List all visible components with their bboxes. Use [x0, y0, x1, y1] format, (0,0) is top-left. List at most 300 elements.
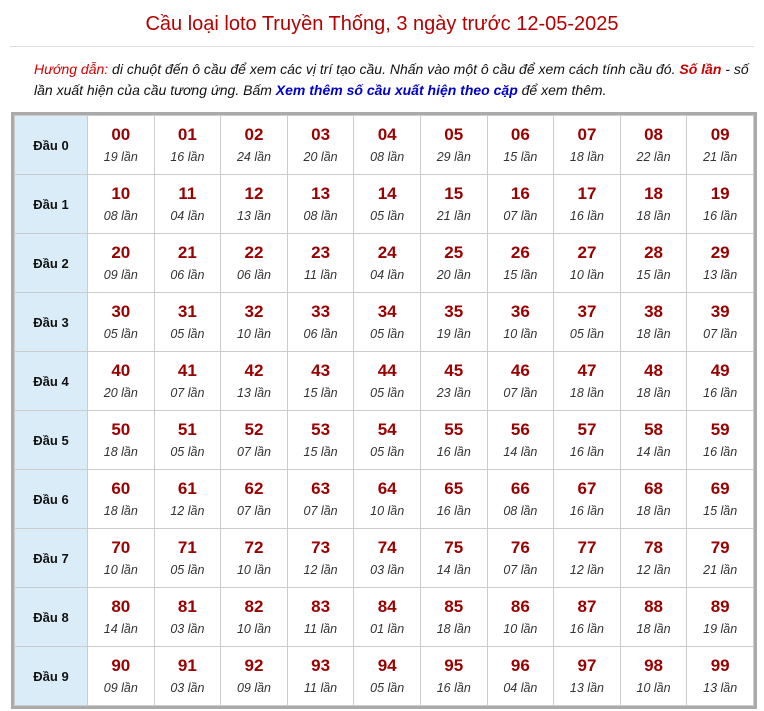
cau-count: 04 lần: [370, 267, 405, 282]
cau-cell[interactable]: [154, 588, 221, 647]
cau-count: 09 lần: [103, 267, 138, 282]
cau-number: 53: [311, 419, 331, 439]
cau-number: 88: [644, 596, 663, 616]
cau-count: 05 lần: [170, 326, 205, 341]
cau-cell[interactable]: [221, 293, 288, 352]
cau-count: 21 lần: [436, 208, 471, 223]
cau-number: 14: [377, 183, 397, 203]
cau-count: 07 lần: [170, 385, 205, 400]
cau-number: 03: [311, 124, 331, 144]
cau-cell[interactable]: [687, 293, 754, 352]
cau-number: 62: [244, 478, 264, 498]
cau-number: 66: [510, 478, 530, 498]
cau-count: 13 lần: [569, 680, 604, 695]
cau-number: 23: [311, 242, 331, 262]
cau-count: 11 lần: [304, 680, 338, 695]
cau-cell[interactable]: [554, 647, 621, 706]
cau-cell[interactable]: [687, 411, 754, 470]
cau-cell[interactable]: [554, 234, 621, 293]
table-row: [15, 234, 754, 293]
cau-cell[interactable]: [221, 529, 288, 588]
cau-cell[interactable]: [487, 293, 554, 352]
guide-text-3: để xem thêm.: [517, 82, 607, 98]
cau-number: 44: [377, 360, 397, 380]
cau-cell[interactable]: [154, 234, 221, 293]
cau-count: 09 lần: [103, 680, 138, 695]
cau-cell[interactable]: [154, 470, 221, 529]
cau-number: 05: [444, 124, 464, 144]
cau-cell[interactable]: [221, 234, 288, 293]
cau-count: 10 lần: [370, 503, 405, 518]
cau-number: 38: [644, 301, 663, 321]
cau-count: 07 lần: [503, 208, 538, 223]
cau-number: 52: [244, 419, 264, 439]
cau-cell[interactable]: [354, 293, 421, 352]
cau-cell[interactable]: [487, 116, 554, 175]
cau-count: 10 lần: [503, 326, 538, 341]
cau-number: 90: [111, 655, 131, 675]
cau-count: 04 lần: [503, 680, 538, 695]
cau-cell[interactable]: [354, 647, 421, 706]
cau-cell[interactable]: [420, 588, 487, 647]
cau-cell[interactable]: [420, 293, 487, 352]
cau-cell[interactable]: [420, 411, 487, 470]
cau-cell[interactable]: [687, 647, 754, 706]
cau-cell[interactable]: [287, 116, 354, 175]
cau-number: 26: [510, 242, 530, 262]
cau-number: 12: [244, 183, 264, 203]
cau-cell[interactable]: [687, 529, 754, 588]
table-row: [15, 175, 754, 234]
cau-cell[interactable]: [287, 352, 354, 411]
cau-number: 29: [710, 242, 730, 262]
cau-count: 15 lần: [303, 385, 338, 400]
cau-number: 27: [577, 242, 597, 262]
cau-cell[interactable]: [354, 175, 421, 234]
cau-cell[interactable]: [620, 175, 687, 234]
cau-cell[interactable]: [287, 470, 354, 529]
cau-cell[interactable]: [687, 588, 754, 647]
cau-number: 21: [177, 242, 197, 262]
cau-number: 64: [377, 478, 397, 498]
cau-count: 18 lần: [103, 503, 138, 518]
cau-cell[interactable]: [687, 116, 754, 175]
cau-count: 20 lần: [303, 149, 338, 164]
cau-number: 33: [311, 301, 331, 321]
cau-cell[interactable]: [420, 234, 487, 293]
cau-cell[interactable]: [554, 352, 621, 411]
cau-number: 56: [510, 419, 530, 439]
more-pairs-link[interactable]: Xem thêm số cầu xuất hiện theo cặp: [275, 82, 518, 98]
cau-count: 15 lần: [636, 267, 671, 282]
cau-count: 07 lần: [303, 503, 338, 518]
cau-cell[interactable]: [154, 293, 221, 352]
cau-count: 06 lần: [236, 267, 272, 282]
cau-number: 84: [377, 596, 397, 616]
cau-cell[interactable]: [687, 352, 754, 411]
cau-cell[interactable]: [221, 470, 288, 529]
cau-cell[interactable]: [687, 234, 754, 293]
cau-count: 29 lần: [436, 149, 471, 164]
cau-count: 18 lần: [636, 503, 671, 518]
cau-count: 16 lần: [703, 385, 738, 400]
cau-cell[interactable]: [354, 529, 421, 588]
cau-number: 51: [177, 419, 197, 439]
cau-count: 10 lần: [636, 680, 671, 695]
table-row: [15, 588, 754, 647]
cau-cell[interactable]: [487, 411, 554, 470]
cau-cell[interactable]: [354, 588, 421, 647]
cau-count: 14 lần: [103, 621, 138, 636]
cau-number: 58: [644, 419, 663, 439]
cau-count: 18 lần: [636, 326, 671, 341]
row-head: Đầu 6: [15, 470, 88, 529]
cau-number: 11: [178, 183, 197, 203]
row-head: Đầu 0: [15, 116, 88, 175]
cau-count: 05 lần: [370, 208, 405, 223]
cau-count: 08 lần: [303, 208, 338, 223]
cau-count: 10 lần: [236, 562, 272, 577]
cau-count: 05 lần: [103, 326, 138, 341]
cau-count: 05 lần: [370, 444, 405, 459]
cau-number: 77: [577, 537, 597, 557]
cau-count: 10 lần: [103, 562, 138, 577]
cau-number: 69: [710, 478, 730, 498]
cau-number: 48: [644, 360, 663, 380]
cau-cell[interactable]: [420, 529, 487, 588]
cau-cell[interactable]: [221, 175, 288, 234]
cau-cell[interactable]: [354, 116, 421, 175]
row-head: Đầu 9: [15, 647, 88, 706]
cau-cell[interactable]: [620, 470, 687, 529]
cau-number: 89: [710, 596, 730, 616]
cau-cell[interactable]: [620, 588, 687, 647]
cau-cell[interactable]: [287, 234, 354, 293]
cau-number: 73: [311, 537, 331, 557]
cau-cell[interactable]: [221, 411, 288, 470]
cau-cell[interactable]: [287, 293, 354, 352]
cau-cell[interactable]: [154, 411, 221, 470]
table-row: [15, 647, 754, 706]
guide-lead: Hướng dẫn:: [34, 61, 109, 77]
cau-number: 17: [577, 183, 597, 203]
cau-number: 72: [244, 537, 264, 557]
cau-number: 71: [177, 537, 197, 557]
cau-number: 08: [644, 124, 663, 144]
cau-cell[interactable]: [287, 588, 354, 647]
cau-number: 20: [111, 242, 131, 262]
cau-number: 36: [510, 301, 530, 321]
cau-cell[interactable]: [88, 175, 155, 234]
cau-number: 76: [510, 537, 530, 557]
cau-cell[interactable]: [88, 470, 155, 529]
cau-count: 18 lần: [636, 621, 671, 636]
cau-count: 05 lần: [170, 444, 205, 459]
cau-number: 81: [177, 596, 197, 616]
table-row: [15, 529, 754, 588]
cau-cell[interactable]: [221, 647, 288, 706]
cau-cell[interactable]: [554, 293, 621, 352]
cau-count: 19 lần: [103, 149, 138, 164]
cau-count: 23 lần: [436, 385, 471, 400]
cau-number: 01: [177, 124, 197, 144]
cau-count: 03 lần: [170, 680, 205, 695]
cau-count: 05 lần: [370, 326, 405, 341]
cau-number: 61: [177, 478, 197, 498]
cau-count: 07 lần: [503, 385, 538, 400]
cau-count: 15 lần: [503, 149, 538, 164]
cau-number: 40: [111, 360, 131, 380]
cau-count: 16 lần: [703, 208, 738, 223]
cau-count: 12 lần: [303, 562, 338, 577]
cau-count: 16 lần: [569, 208, 604, 223]
cau-cell[interactable]: [287, 175, 354, 234]
cau-count: 19 lần: [703, 621, 738, 636]
cau-number: 99: [710, 655, 730, 675]
cau-count: 18 lần: [636, 385, 671, 400]
cau-cell[interactable]: [88, 529, 155, 588]
cau-cell[interactable]: [287, 647, 354, 706]
cau-cell[interactable]: [287, 529, 354, 588]
cau-number: 79: [710, 537, 730, 557]
cau-count: 15 lần: [503, 267, 538, 282]
cau-count: 14 lần: [436, 562, 471, 577]
cau-count: 18 lần: [436, 621, 471, 636]
cau-number: 09: [710, 124, 730, 144]
cau-count: 16 lần: [569, 503, 604, 518]
cau-number: 02: [244, 124, 264, 144]
cau-number: 31: [177, 301, 197, 321]
cau-number: 54: [377, 419, 397, 439]
cau-cell[interactable]: [420, 116, 487, 175]
cau-count: 12 lần: [569, 562, 604, 577]
cau-count: 20 lần: [436, 267, 471, 282]
cau-count: 20 lần: [103, 385, 138, 400]
cau-count: 22 lần: [636, 149, 671, 164]
cau-number: 94: [377, 655, 397, 675]
cau-cell[interactable]: [620, 234, 687, 293]
cau-count: 07 lần: [236, 444, 272, 459]
cau-count: 16 lần: [170, 149, 205, 164]
cau-number: 39: [710, 301, 730, 321]
cau-cell[interactable]: [221, 116, 288, 175]
cau-number: 07: [577, 124, 597, 144]
cau-number: 32: [244, 301, 264, 321]
cau-cell[interactable]: [487, 647, 554, 706]
cau-number: 42: [244, 360, 264, 380]
cau-cell[interactable]: [487, 588, 554, 647]
cau-count: 16 lần: [569, 621, 604, 636]
cau-number: 63: [311, 478, 331, 498]
cau-number: 59: [710, 419, 730, 439]
cau-number: 96: [510, 655, 530, 675]
cau-count: 08 lần: [503, 503, 538, 518]
cau-number: 97: [577, 655, 597, 675]
cau-count: 18 lần: [103, 444, 138, 459]
cau-cell[interactable]: [554, 116, 621, 175]
cau-number: 93: [311, 655, 331, 675]
row-head: Đầu 5: [15, 411, 88, 470]
cau-cell[interactable]: [554, 411, 621, 470]
cau-number: 75: [444, 537, 464, 557]
cau-cell[interactable]: [221, 588, 288, 647]
cau-count: 08 lần: [370, 149, 405, 164]
cau-cell[interactable]: [487, 470, 554, 529]
cau-number: 55: [444, 419, 464, 439]
cau-cell[interactable]: [554, 175, 621, 234]
cau-count: 13 lần: [703, 680, 738, 695]
cau-number: 24: [377, 242, 397, 262]
row-head: Đầu 4: [15, 352, 88, 411]
cau-number: 34: [377, 301, 397, 321]
cau-count: 13 lần: [236, 385, 272, 400]
cau-number: 82: [244, 596, 264, 616]
cau-count: 18 lần: [636, 208, 671, 223]
cau-count: 06 lần: [303, 326, 338, 341]
cau-number: 46: [510, 360, 530, 380]
cau-number: 49: [710, 360, 730, 380]
cau-number: 91: [177, 655, 197, 675]
cau-count: 14 lần: [636, 444, 671, 459]
cau-count: 24 lần: [236, 149, 272, 164]
cau-cell[interactable]: [487, 352, 554, 411]
cau-number: 65: [444, 478, 464, 498]
cau-cell[interactable]: [487, 234, 554, 293]
cau-count: 09 lần: [236, 680, 272, 695]
cau-number: 16: [510, 183, 530, 203]
cau-count: 21 lần: [703, 149, 738, 164]
cau-cell[interactable]: [354, 411, 421, 470]
cau-number: 13: [311, 183, 331, 203]
cau-cell[interactable]: [88, 116, 155, 175]
cau-cell[interactable]: [487, 175, 554, 234]
cau-count: 13 lần: [703, 267, 738, 282]
cau-cell[interactable]: [620, 411, 687, 470]
cau-cell[interactable]: [554, 470, 621, 529]
cau-count: 08 lần: [103, 208, 138, 223]
cau-number: 37: [577, 301, 597, 321]
cau-count: 05 lần: [569, 326, 604, 341]
cau-cell[interactable]: [287, 411, 354, 470]
cau-cell[interactable]: [554, 588, 621, 647]
cau-cell[interactable]: [88, 411, 155, 470]
table-row: [15, 293, 754, 352]
cau-count: 07 lần: [503, 562, 538, 577]
page-title: Cầu loại loto Truyền Thống, 3 ngày trước 12-05-2025: [145, 13, 619, 35]
cau-count: 03 lần: [170, 621, 205, 636]
cau-number: 70: [111, 537, 131, 557]
cau-cell[interactable]: [420, 470, 487, 529]
cau-number: 85: [444, 596, 464, 616]
cau-cell[interactable]: [687, 175, 754, 234]
cau-cell[interactable]: [88, 352, 155, 411]
cau-count: 10 lần: [236, 621, 272, 636]
cau-cell[interactable]: [420, 352, 487, 411]
cau-cell[interactable]: [620, 293, 687, 352]
cau-cell[interactable]: [487, 529, 554, 588]
cau-cell[interactable]: [354, 352, 421, 411]
cau-count: 14 lần: [503, 444, 538, 459]
row-head: Đầu 1: [15, 175, 88, 234]
cau-count: 12 lần: [170, 503, 205, 518]
cau-number: 15: [444, 183, 464, 203]
cau-count: 10 lần: [236, 326, 272, 341]
cau-number: 43: [311, 360, 331, 380]
cau-number: 87: [577, 596, 597, 616]
cau-cell[interactable]: [354, 234, 421, 293]
cau-count: 21 lần: [703, 562, 738, 577]
cau-cell[interactable]: [221, 352, 288, 411]
cau-cell[interactable]: [154, 116, 221, 175]
cau-cell[interactable]: [687, 470, 754, 529]
cau-number: 19: [710, 183, 730, 203]
cau-count: 16 lần: [436, 680, 471, 695]
cau-cell[interactable]: [88, 293, 155, 352]
cau-number: 80: [111, 596, 131, 616]
cau-number: 95: [444, 655, 464, 675]
table-row: [15, 470, 754, 529]
table-row: [15, 352, 754, 411]
cau-cell[interactable]: [554, 529, 621, 588]
cau-cell[interactable]: [420, 175, 487, 234]
cau-count: 16 lần: [569, 444, 604, 459]
cau-count: 11 lần: [304, 621, 338, 636]
cau-cell[interactable]: [354, 470, 421, 529]
cau-number: 67: [577, 478, 597, 498]
cau-number: 25: [444, 242, 464, 262]
table-row: [15, 116, 754, 175]
cau-number: 35: [444, 301, 464, 321]
cau-number: 83: [311, 596, 331, 616]
cau-cell[interactable]: [88, 588, 155, 647]
cau-count: 15 lần: [703, 503, 738, 518]
cau-cell[interactable]: [154, 647, 221, 706]
cau-cell[interactable]: [88, 647, 155, 706]
cau-cell[interactable]: [620, 529, 687, 588]
cau-count: 07 lần: [236, 503, 272, 518]
cau-cell[interactable]: [620, 352, 687, 411]
cau-number: 06: [510, 124, 530, 144]
cau-number: 86: [510, 596, 530, 616]
cau-number: 30: [111, 301, 131, 321]
row-head: Đầu 2: [15, 234, 88, 293]
cau-count: 06 lần: [170, 267, 205, 282]
cau-cell[interactable]: [154, 175, 221, 234]
cau-number: 10: [111, 183, 131, 203]
cau-number: 45: [444, 360, 464, 380]
cau-number: 41: [177, 360, 197, 380]
cau-cell[interactable]: [154, 529, 221, 588]
cau-cell[interactable]: [88, 234, 155, 293]
cau-number: 28: [644, 242, 663, 262]
cau-count: 05 lần: [370, 385, 405, 400]
cau-number: 00: [111, 124, 131, 144]
row-head: Đầu 8: [15, 588, 88, 647]
cau-cell[interactable]: [620, 116, 687, 175]
guide-so-lan: Số lần: [679, 61, 722, 77]
cau-number: 74: [377, 537, 397, 557]
cau-cell[interactable]: [420, 647, 487, 706]
cau-count: 18 lần: [569, 385, 604, 400]
cau-number: 47: [577, 360, 597, 380]
cau-table: [14, 115, 754, 706]
cau-cell[interactable]: [154, 352, 221, 411]
cau-number: 50: [111, 419, 131, 439]
cau-cell[interactable]: [620, 647, 687, 706]
cau-number: 68: [644, 478, 663, 498]
cau-count: 19 lần: [436, 326, 471, 341]
cau-count: 10 lần: [503, 621, 538, 636]
